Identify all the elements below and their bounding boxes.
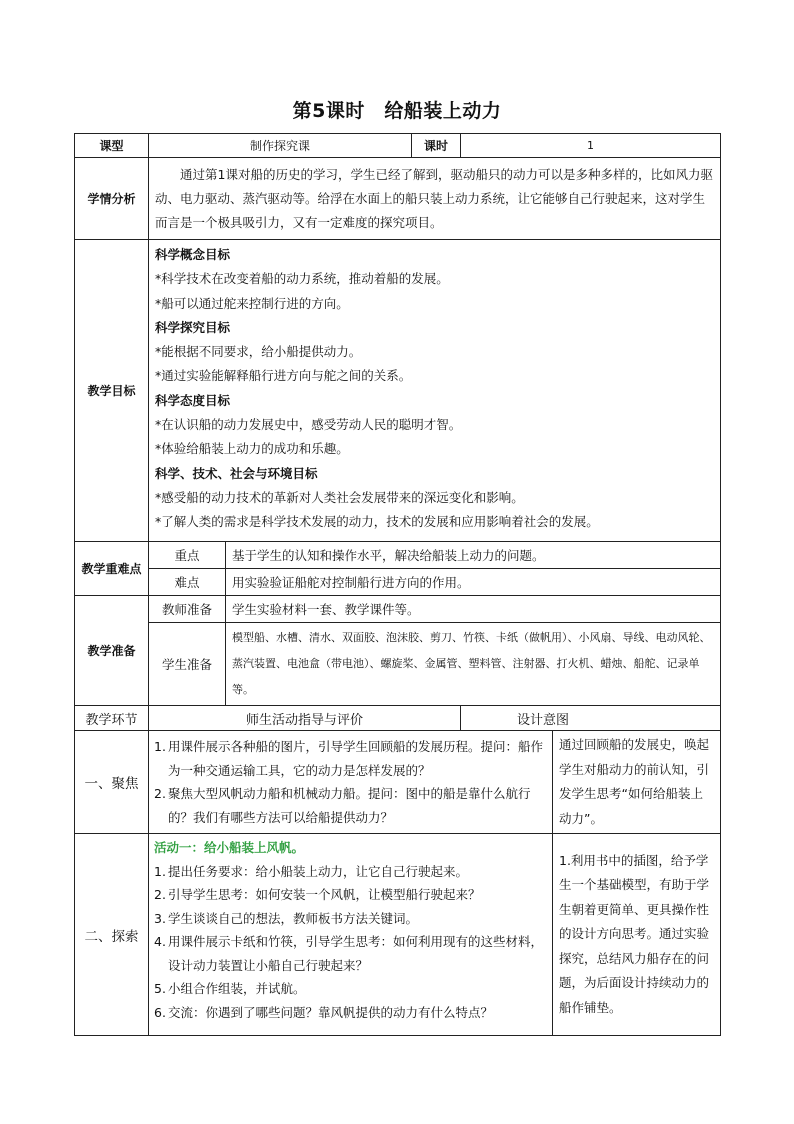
analysis-label: 学情分析 bbox=[75, 158, 149, 240]
row-student-prep bbox=[75, 623, 721, 706]
goal-heading: 科学探究目标 bbox=[155, 319, 231, 335]
stage-explore-intent: 1.利用书中的插图，给予学生一个基础模型，有助于学生朝着更简单、更具操作性的设计方向思考。通过实验探究，总结风力船存在的问题，为后面设计持续动力的船作铺垫。 bbox=[553, 834, 721, 1036]
goal-heading: 科学态度目标 bbox=[155, 392, 231, 408]
goal-item: *通过实验能解释船行进方向与舵之间的关系。 bbox=[155, 368, 412, 384]
lesson-hours-value: 1 bbox=[461, 134, 721, 158]
analysis-text: 通过第1课对船的历史的学习，学生已经了解到，驱动船只的动力可以是多种多样的，比如风力驱动、电力驱动、蒸汽驱动等。给浮在水面上的船只装上动力系统，让它能够自己行驶起来，这对学生而言是一个极具吸引力，又有一定难度的探究项目。 bbox=[149, 158, 721, 240]
goal-item: *体验给船装上动力的成功和乐趣。 bbox=[155, 441, 349, 457]
goals-list bbox=[149, 240, 721, 542]
lesson-type-label: 课型 bbox=[75, 134, 149, 158]
stage-focus-intent: 通过回顾船的发展史，唤起学生对船动力的前认知，引发学生思考“如何给船装上动力”。 bbox=[553, 731, 721, 834]
goal-item: *感受船的动力技术的革新对人类社会发展带来的深远变化和影响。 bbox=[155, 489, 524, 505]
hard-point-label: 难点 bbox=[149, 569, 226, 596]
step-item bbox=[154, 860, 547, 884]
step-item bbox=[154, 782, 547, 829]
goal-item: *了解人类的需求是科学技术发展的动力，技术的发展和应用影响着社会的发展。 bbox=[155, 514, 599, 530]
goal-item: *在认识船的动力发展史中，感受劳动人民的聪明才智。 bbox=[155, 417, 462, 433]
goal-item: *科学技术在改变着船的动力系统，推动着船的发展。 bbox=[155, 271, 449, 287]
step-text: 用课件展示各种船的图片，引导学生回顾船的发展历程。提问：船作为一种交通运输工具，它的动力是怎样发展的？ bbox=[168, 739, 544, 778]
teacher-prep-label: 教师准备 bbox=[149, 596, 226, 623]
row-stage-focus bbox=[75, 731, 721, 834]
step-item bbox=[154, 1001, 547, 1025]
key-point-text: 基于学生的认知和操作水平，解决给船装上动力的问题。 bbox=[226, 542, 721, 569]
step-number: 1. bbox=[154, 863, 166, 879]
activity-header: 师生活动指导与评价 bbox=[149, 706, 461, 731]
step-number: 4. bbox=[154, 934, 166, 949]
stage-explore-steps bbox=[149, 834, 553, 1036]
row-teacher-prep bbox=[75, 596, 721, 623]
step-number: 5. bbox=[154, 981, 166, 996]
stage-header: 教学环节 bbox=[75, 706, 149, 731]
row-lesson-type bbox=[75, 134, 721, 158]
student-prep-label: 学生准备 bbox=[149, 623, 226, 706]
prep-label: 教学准备 bbox=[75, 596, 149, 706]
step-item bbox=[154, 930, 547, 977]
page-title: 第5课时 给船装上动力 bbox=[292, 100, 502, 122]
step-number: 1. bbox=[154, 739, 166, 754]
teacher-prep-text: 学生实验材料一套、教学课件等。 bbox=[226, 596, 721, 623]
step-text: 引导学生思考：如何安装一个风帆，让模型船行驶起来？ bbox=[168, 887, 481, 902]
goal-item: *能根据不同要求，给小船提供动力。 bbox=[155, 344, 362, 360]
step-item bbox=[154, 977, 547, 1001]
intent-header: 设计意图 bbox=[461, 706, 721, 731]
row-hard-point bbox=[75, 569, 721, 596]
key-points-label: 教学重难点 bbox=[75, 542, 149, 596]
row-process-header bbox=[75, 706, 721, 731]
step-number: 2. bbox=[154, 786, 166, 801]
goal-heading: 科学概念目标 bbox=[155, 247, 231, 262]
step-number: 6. bbox=[154, 1004, 166, 1020]
goal-heading: 科学、技术、社会与环境目标 bbox=[155, 465, 318, 481]
row-analysis bbox=[75, 158, 721, 240]
step-item bbox=[154, 907, 547, 931]
goal-item: *船可以通过舵来控制行进的方向。 bbox=[155, 295, 349, 311]
step-item bbox=[154, 883, 547, 907]
key-point-label: 重点 bbox=[149, 542, 226, 569]
step-text: 学生谈谈自己的想法，教师板书方法关键词。 bbox=[168, 910, 419, 926]
lesson-hours-label: 课时 bbox=[412, 134, 461, 158]
goals-label: 教学目标 bbox=[75, 240, 149, 542]
row-goals bbox=[75, 240, 721, 542]
step-text: 提出任务要求：给小船装上动力，让它自己行驶起来。 bbox=[168, 863, 469, 879]
lesson-type-value: 制作探究课 bbox=[149, 134, 412, 158]
row-key-point bbox=[75, 542, 721, 569]
student-prep-text: 模型船、水槽、清水、双面胶、泡沫胶、剪刀、竹筷、卡纸（做帆用）、小风扇、导线、电动风轮、蒸汽装置、电池盒（带电池）、螺旋桨、金属管、塑料管、注射器、打火机、蜡烛、船舵、记录单等。 bbox=[226, 623, 721, 706]
stage-focus-steps bbox=[149, 731, 553, 834]
step-number: 3. bbox=[154, 910, 166, 926]
step-text: 聚焦大型风帆动力船和机械动力船。提问：图中的船是靠什么航行的？我们有哪些方法可以给船提供动力？ bbox=[168, 786, 531, 825]
stage-focus-label: 一、聚焦 bbox=[75, 731, 149, 834]
process-table bbox=[74, 730, 721, 1036]
lesson-plan-table bbox=[74, 133, 721, 731]
hard-point-text: 用实验验证船舵对控制船行进方向的作用。 bbox=[226, 569, 721, 596]
step-item bbox=[154, 735, 547, 782]
row-stage-explore bbox=[75, 834, 721, 1036]
step-text: 交流：你遇到了哪些问题？靠风帆提供的动力有什么特点？ bbox=[168, 1004, 494, 1020]
step-number: 2. bbox=[154, 887, 166, 902]
activity-title: 活动一：给小船装上风帆。 bbox=[154, 840, 305, 855]
step-text: 小组合作组装，并试航。 bbox=[168, 981, 306, 996]
stage-explore-label: 二、探索 bbox=[75, 834, 149, 1036]
step-text: 用课件展示卡纸和竹筷，引导学生思考：如何利用现有的这些材料，设计动力装置让小船自己行驶起来？ bbox=[168, 934, 544, 973]
